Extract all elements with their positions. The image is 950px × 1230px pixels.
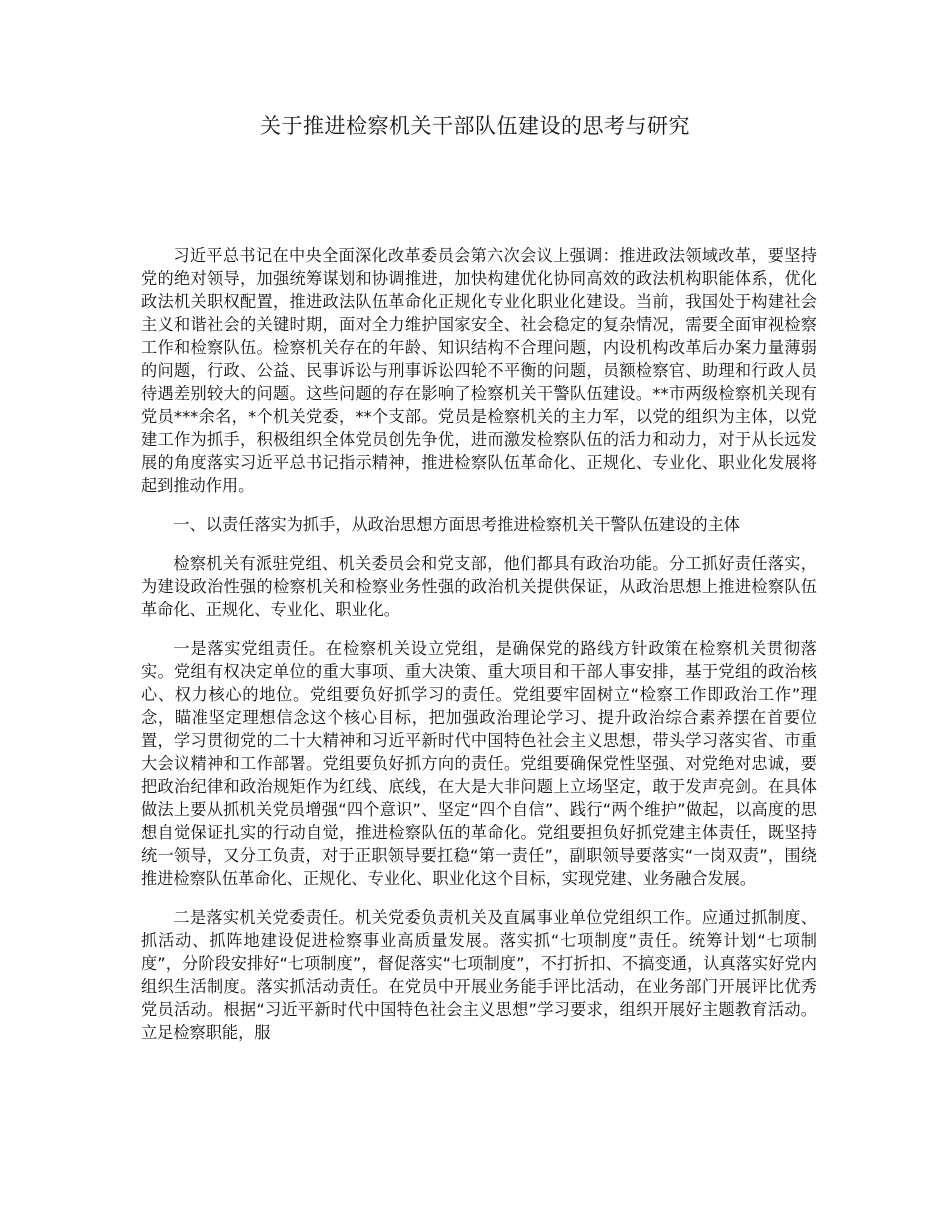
document-title: 关于推进检察机关干部队伍建设的思考与研究 [260,114,690,138]
paragraph-intro: 习近平总书记在中央全面深化改革委员会第六次会议上强调：推进政法领域改革，要坚持党的绝对领导，加强统筹谋划和协调推进，加快构建优化协同高效的政法机构职能体系，优化政法机关职权配置，推进政法队伍革命化正规化专业化职业化建设。当前，我国处于构建社会主义和谐社会的关键时期，面对全力维护国家安全、社会稳定的复杂情况，需要全面审视检察工作和检察队伍。检察机关存在的年龄、知识结构不合理问题，内设机构改革后办案力量薄弱的问题，行政、公益、民事诉讼与刑事诉讼四轮不平衡的问题，员额检察官、助理和行政人员待遇差别较大的问题。这些问题的存在影响了检察机关干警队伍建设。**市两级检察机关现有党员***余名，*个机关党委，**个支部。党员是检察机关的主力军，以党的组织为主体，以党建工作为抓手，积极组织全体党员创先争优，进而激发检察队伍的活力和动力，对于从长远发展的角度落实习近平总书记指示精神，推进检察队伍革命化、正规化、专业化、职业化发展将起到推动作用。 [141,246,817,495]
paragraph-organ-party-committee-responsibility: 二是落实机关党委责任。机关党委负责机关及直属事业单位党组织工作。应通过抓制度、抓活动、抓阵地建设促进检察事业高质量发展。落实抓“七项制度”责任。统筹计划“七项制度”，分阶段安排好“七项制度”，督促落实“七项制度”，不打折扣、不搞变通，认真落实好党内组织生活制度。落实抓活动责任。在党员中开展业务能手评比活动，在业务部门开展评比优秀党员活动。根据“习近平新时代中国特色社会主义思想”学习要求，组织开展好主题教育活动。立足检察职能，服 [141,908,817,1042]
document-body [141,244,817,1060]
paragraph-party-group-responsibility: 一是落实党组责任。在检察机关设立党组，是确保党的路线方针政策在检察机关贯彻落实。党组有权决定单位的重大事项、重大决策、重大项目和干部人事安排，基于党组的政治核心、权力核心的地位。党组要负好抓学习的责任。党组要牢固树立“检察工作即政治工作”理念，瞄准坚定理想信念这个核心目标，把加强政治理论学习、提升政治综合素养摆在首要位置，学习贯彻党的二十大精神和习近平新时代中国特色社会主义思想，带头学习落实省、市重大会议精神和工作部署。党组要负好抓方向的责任。党组要确保党性坚强、对党绝对忠诚，要把政治纪律和政治规矩作为红线、底线，在大是大非问题上立场坚定，敢于发声亮剑。在具体做法上要从抓机关党员增强“四个意识”、坚定“四个自信”、践行“两个维护”做起，以高度的思想自觉保证扎实的行动自觉，推进检察队伍的革命化。党组要担负好抓党建主体责任，既坚持统一领导，又分工负责，对于正职领导要扛稳“第一责任”，副职领导要落实“一岗双责”，围绕推进检察队伍革命化、正规化、专业化、职业化这个目标，实现党建、业务融合发展。 [141,639,817,888]
section-heading-1: 一、以责任落实为抓手，从政治思想方面思考推进检察机关干警队伍建设的主体 [173,515,740,534]
paragraph-section-1-overview: 检察机关有派驻党组、机关委员会和党支部，他们都具有政治功能。分工抓好责任落实，为建设政治性强的检察机关和检察业务性强的政治机关提供保证，从政治思想上推进检察队伍革命化、正规化、专业化、职业化。 [141,554,817,619]
